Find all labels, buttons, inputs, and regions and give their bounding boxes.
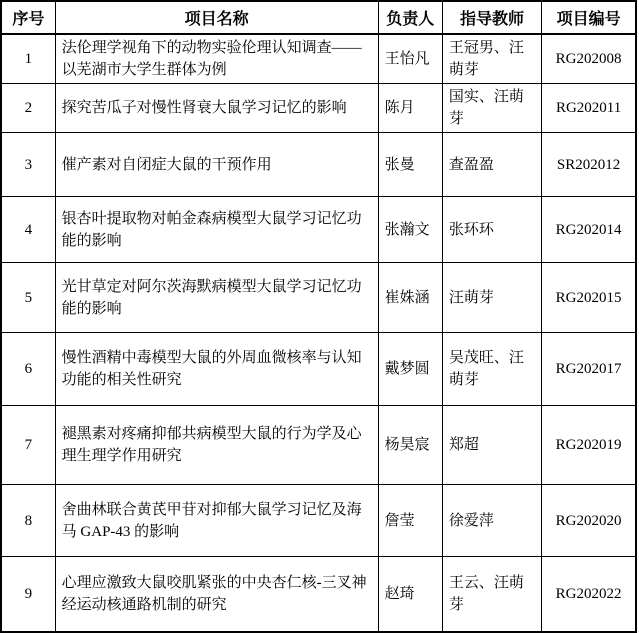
cell-project-code: RG202015 — [542, 263, 636, 333]
cell-project-advisor: 徐爱萍 — [442, 485, 541, 557]
table-row — [1, 197, 636, 263]
header-code: 项目编号 — [542, 1, 636, 34]
cell-project-code: SR202012 — [542, 133, 636, 197]
cell-project-title: 光甘草定对阿尔茨海默病模型大鼠学习记忆功能的影响 — [55, 263, 378, 333]
cell-project-code: RG202019 — [542, 406, 636, 485]
cell-project-leader: 张瀚文 — [378, 197, 442, 263]
cell-project-advisor: 王冠男、汪萌芽 — [442, 34, 541, 84]
cell-project-no: 8 — [1, 485, 55, 557]
header-advisor: 指导教师 — [442, 1, 541, 34]
table-row — [1, 557, 636, 632]
cell-project-advisor: 王云、汪萌芽 — [442, 557, 541, 632]
cell-project-no: 4 — [1, 197, 55, 263]
cell-project-advisor: 国实、汪萌芽 — [442, 84, 541, 133]
cell-project-title: 催产素对自闭症大鼠的干预作用 — [55, 133, 378, 197]
cell-project-no: 3 — [1, 133, 55, 197]
header-no: 序号 — [1, 1, 55, 34]
cell-project-code: RG202008 — [542, 34, 636, 84]
table-row — [1, 133, 636, 197]
cell-project-no: 6 — [1, 333, 55, 406]
cell-project-leader: 陈月 — [378, 84, 442, 133]
cell-project-advisor: 张环环 — [442, 197, 541, 263]
cell-project-code: RG202014 — [542, 197, 636, 263]
table-row — [1, 333, 636, 406]
cell-project-no: 5 — [1, 263, 55, 333]
cell-project-no: 9 — [1, 557, 55, 632]
header-row — [1, 1, 636, 34]
cell-project-title: 探究苦瓜子对慢性肾衰大鼠学习记忆的影响 — [55, 84, 378, 133]
cell-project-advisor: 郑超 — [442, 406, 541, 485]
cell-project-title: 心理应激致大鼠咬肌紧张的中央杏仁核-三叉神经运动核通路机制的研究 — [55, 557, 378, 632]
cell-project-title: 褪黑素对疼痛抑郁共病模型大鼠的行为学及心理生理学作用研究 — [55, 406, 378, 485]
table-row — [1, 34, 636, 84]
cell-project-no: 1 — [1, 34, 55, 84]
cell-project-no: 7 — [1, 406, 55, 485]
cell-project-advisor: 汪萌芽 — [442, 263, 541, 333]
cell-project-leader: 王怡凡 — [378, 34, 442, 84]
cell-project-advisor: 查盈盈 — [442, 133, 541, 197]
table-row — [1, 485, 636, 557]
cell-project-title: 银杏叶提取物对帕金森病模型大鼠学习记忆功能的影响 — [55, 197, 378, 263]
cell-project-code: RG202011 — [542, 84, 636, 133]
cell-project-code: RG202022 — [542, 557, 636, 632]
header-title: 项目名称 — [55, 1, 378, 34]
cell-project-title: 慢性酒精中毒模型大鼠的外周血微核率与认知功能的相关性研究 — [55, 333, 378, 406]
table-row — [1, 263, 636, 333]
cell-project-leader: 崔姝涵 — [378, 263, 442, 333]
header-leader: 负责人 — [378, 1, 442, 34]
cell-project-title: 舍曲林联合黄芪甲苷对抑郁大鼠学习记忆及海马 GAP-43 的影响 — [55, 485, 378, 557]
cell-project-leader: 杨昊宸 — [378, 406, 442, 485]
cell-project-leader: 赵琦 — [378, 557, 442, 632]
table-row — [1, 84, 636, 133]
table-row — [1, 406, 636, 485]
cell-project-code: RG202017 — [542, 333, 636, 406]
cell-project-no: 2 — [1, 84, 55, 133]
cell-project-title: 法伦理学视角下的动物实验伦理认知调查——以芜湖市大学生群体为例 — [55, 34, 378, 84]
cell-project-leader: 戴梦圆 — [378, 333, 442, 406]
cell-project-advisor: 吴茂旺、汪萌芽 — [442, 333, 541, 406]
cell-project-leader: 詹莹 — [378, 485, 442, 557]
table-body — [1, 34, 636, 632]
cell-project-code: RG202020 — [542, 485, 636, 557]
cell-project-leader: 张曼 — [378, 133, 442, 197]
